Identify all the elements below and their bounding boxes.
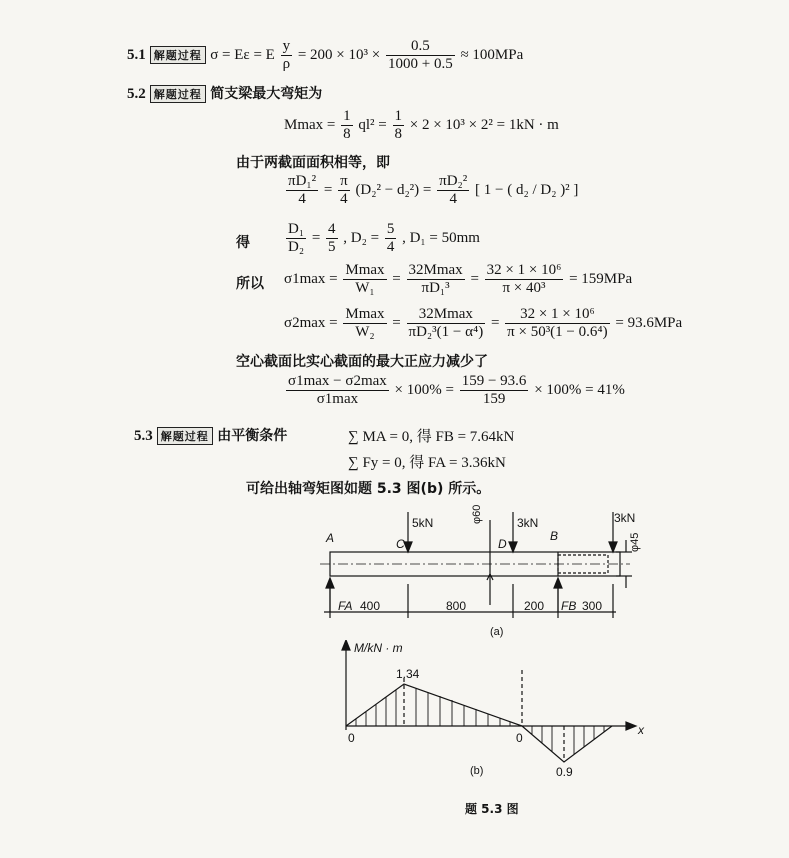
load-b: 3kN xyxy=(614,511,636,525)
max-moment-equation: Mmax = $\frac{1}{8}$ ql² = $\frac{1}{8}$ × 2 × 10³ × 2² = 1kN · m xyxy=(284,108,559,142)
caption-a: (a) xyxy=(490,626,504,638)
force-balance: ∑ Fy = 0, 得 FA = 3.36kN xyxy=(348,455,506,471)
diameter-ratio-equation: $\frac{\text{D₁}}{\text{D₂}}$ = $\frac{4}{5}$ , D₂ = $\frac{5}{4}$ , D₁ = 50mm xyxy=(288,221,480,255)
value-zero-start: 0 xyxy=(348,731,355,745)
area-equation: $\frac{\text{πD₁²}}{4}$ = $\frac{\pi}{4}$ (D₂² − d₂²) = $\frac{\text{πD₂²}}{4}$ [ 1 − ( d₂ / D₂ )² ] xyxy=(288,173,579,207)
equal-area-text: 由于两截面面积相等，即 xyxy=(236,155,390,171)
value-1-34: 1.34 xyxy=(396,667,420,681)
negative-moment-outline xyxy=(522,726,612,762)
problem-number: 5.2 xyxy=(127,86,146,102)
dim-800: 800 xyxy=(446,599,467,613)
hollow-bore xyxy=(558,555,608,573)
label-b: B xyxy=(550,529,559,543)
reduction-equation: $\frac{\sigma 1\max - \sigma 2\max}{\sigma 1\max}$ × 100% = $\frac{159 - 93.6}{159}$ × 100% = 41% xyxy=(288,373,625,407)
label-a: A xyxy=(326,531,335,545)
problem-intro: 简支梁最大弯矩为 xyxy=(210,86,323,102)
problem-5-1 xyxy=(127,38,523,73)
so-word: 所以 xyxy=(236,276,264,292)
positive-moment-outline xyxy=(346,684,522,726)
problem-5-3-header xyxy=(134,425,287,445)
support-a: FA xyxy=(338,599,353,613)
support-b: FB xyxy=(561,599,577,613)
solution-tag: 解题过程 xyxy=(150,46,206,64)
load-d: 3kN xyxy=(517,516,539,530)
stress-equation: σ = Eε = E $\frac{y}{\rho}$ = 200 × 10³ × $\frac{0.5}{1000 + 0.5}$ ≈ 100MPa xyxy=(210,38,524,72)
dim-400: 400 xyxy=(360,599,381,613)
problem-number: 5.3 xyxy=(134,428,153,444)
label-d: D xyxy=(498,537,507,551)
figure-caption: 题 5.3 图 xyxy=(465,802,519,816)
load-c: 5kN xyxy=(412,516,434,530)
diameter-60: φ60 xyxy=(471,504,483,524)
reduction-text: 空心截面比实心截面的最大正应力减少了 xyxy=(236,354,488,370)
moment-balance: ∑ MA = 0, 得 FB = 7.64kN xyxy=(348,429,515,445)
solid-stress-equation: σ1max = $\frac{Mmax}{\text{W₁}}$ = $\frac{32Mmax}{\text{πD₁³}}$ = $\frac{\text{32 × 1 × 10⁶}}{\text{π × 40³}}$ = 159MPa xyxy=(284,262,633,296)
get-word: 得 xyxy=(236,235,250,251)
dim-200: 200 xyxy=(524,599,545,613)
dim-300: 300 xyxy=(582,599,603,613)
solution-tag: 解题过程 xyxy=(157,427,213,445)
shaft-diagram xyxy=(300,500,660,645)
value-0-9: 0.9 xyxy=(556,765,573,779)
diameter-45: φ45 xyxy=(629,532,641,552)
moment-diagram xyxy=(320,640,650,780)
problem-number: 5.1 xyxy=(127,46,146,63)
hollow-stress-equation: σ2max = $\frac{Mmax}{\text{W₂}}$ = $\frac{32Mmax}{\text{πD₂³(1 − α⁴)}}$ = $\frac{\text{32 × 1 × 10⁶}}{\text{π × 50³(1 − 0.6⁴)}}$ = 93.6MPa xyxy=(284,306,683,340)
y-axis-label: M/kN · m xyxy=(354,641,403,655)
moment-diagram-text: 可给出轴弯矩图如题 5.3 图(b) 所示。 xyxy=(246,481,491,497)
x-axis-label: x xyxy=(638,723,644,737)
label-c: C xyxy=(396,537,405,551)
problem-5-2-header xyxy=(127,83,322,103)
caption-b: (b) xyxy=(470,765,484,777)
solution-tag: 解题过程 xyxy=(150,85,206,103)
value-zero-mid: 0 xyxy=(516,731,523,745)
problem-intro: 由平衡条件 xyxy=(217,428,288,444)
